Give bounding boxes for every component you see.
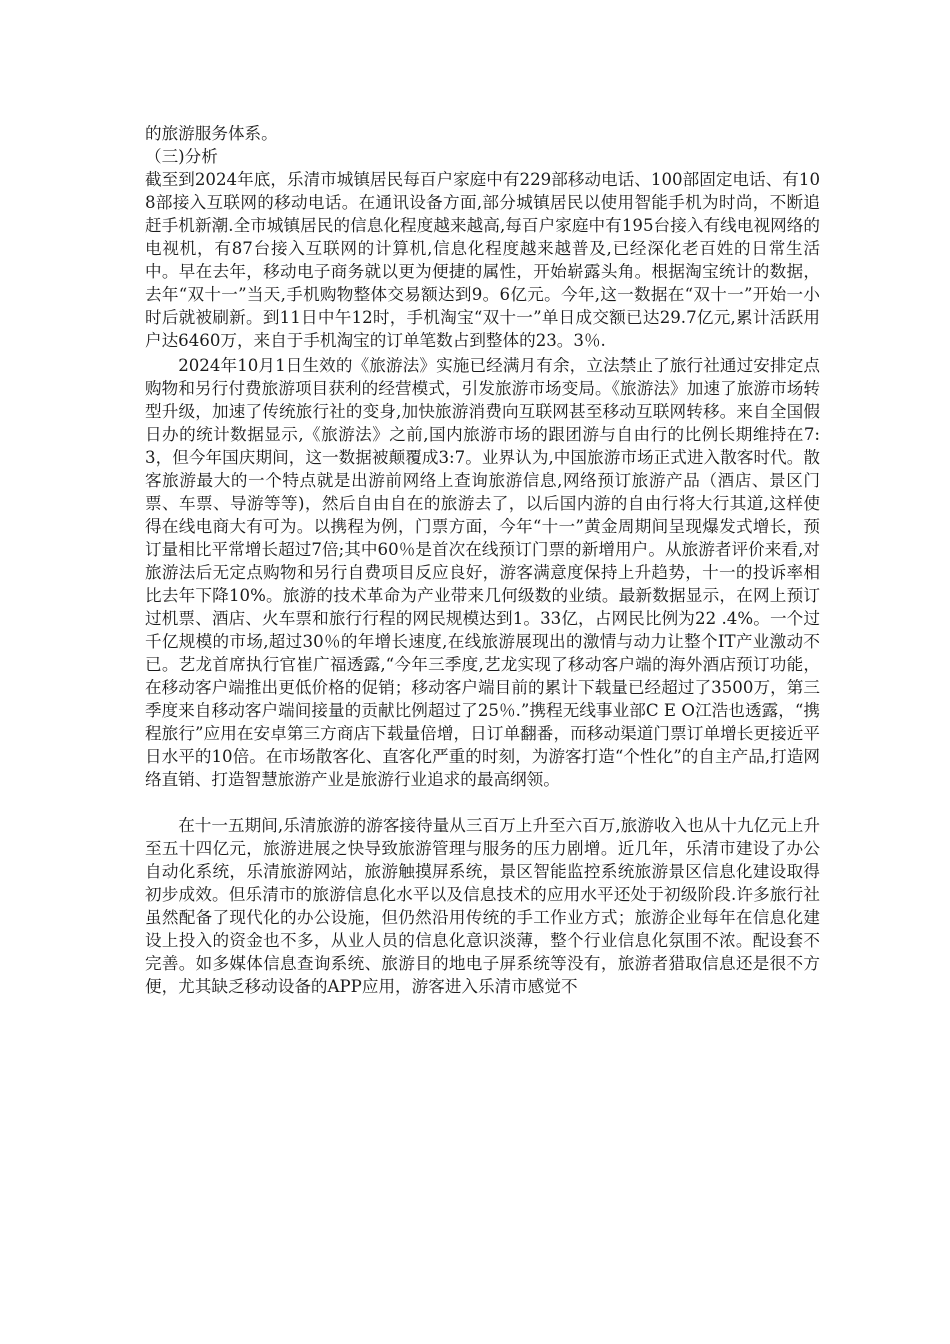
section-heading: （三)分析 [145,147,218,166]
document-page [145,122,820,998]
paragraph-tourism-law: 2024年10月1日生效的《旅游法》实施已经满月有余，立法禁止了旅行社通过安排定点购物和另行付费旅游项目获利的经营模式，引发旅游市场变局。《旅游法》加速了旅游市场转型升级，加速了传统旅行社的变身,加快旅游消费向互联网甚至移动互联网转移。来自全国假日办的统计数据显示,《旅游法》之前,国内旅游市场的跟团游与自由行的比例长期维持在7:3，但今年国庆期间，这一数据被颠覆成3:7。业界认为,中国旅游市场正式进入散客时代。散客旅游最大的一个特点就是出游前网络上查询旅游信息,网络预订旅游产品（酒店、景区门票、车票、导游等等)，然后自由自在的旅游去了，以后国内游的自由行将大行其道,这样使得在线电商大有可为。以携程为例，门票方面，今年“十一”黄金周期间呈现爆发式增长，预订量相比平常增长超过7倍;其中60％是首次在线预订门票的新增用户。从旅游者评价来看,对旅游法后无定点购物和另行自费项目反应良好，游客满意度保持上升趋势，十一的投诉率相比去年下降10%。旅游的技术革命为产业带来几何级数的业绩。最新数据显示，在网上预订过机票、酒店、火车票和旅行行程的网民规模达到1。33亿，占网民比例为22 .4%。一个过千亿规模的市场,超过30％的年增长速度,在线旅游展现出的激情与动力让整个IT产业激动不已。艺龙首席执行官崔广福透露,“今年三季度,艺龙实现了移动客户端的海外酒店预订功能，在移动客户端推出更低价格的促销；移动客户端目前的累计下载量已经超过了3500万，第三季度来自移动客户端间接量的贡献比例超过了25％.”携程无线事业部C E O江浩也透露，“携程旅行”应用在安卓第三方商店下载量倍增，日订单翻番，而移动渠道门票订单增长更接近平日水平的10倍。在市场散客化、直客化严重的时刻，为游客打造“个性化”的自主产品,打造网络直销、打造智慧旅游产业是旅游行业追求的最高纲领。 [145,356,820,789]
paragraph-yueqing-tourism: 在十一五期间,乐清旅游的游客接待量从三百万上升至六百万,旅游收入也从十九亿元上升至五十四亿元，旅游进展之快导致旅游管理与服务的压力剧增。近几年，乐清市建设了办公自动化系统，乐清旅游网站，旅游触摸屏系统，景区智能监控系统旅游景区信息化建设取得初步成效。但乐清市的旅游信息化水平以及信息技术的应用水平还处于初级阶段.许多旅行社虽然配备了现代化的办公设施，但仍然沿用传统的手工作业方式；旅游企业每年在信息化建设上投入的资金也不多，从业人员的信息化意识淡薄，整个行业信息化氛围不浓。配设套不完善。如多媒体信息查询系统、旅游目的地电子屏系统等没有，旅游者猎取信息还是很不方便，尤其缺乏移动设备的APP应用，游客进入乐清市感觉不 [145,816,820,996]
lead-fragment: 的旅游服务体系。 [145,124,278,143]
paragraph-spacer [145,791,820,814]
paragraph-mobile-usage: 截至到2024年底，乐清市城镇居民每百户家庭中有229部移动电话、100部固定电话、有108部接入互联网的移动电话。在通讯设备方面,部分城镇居民以使用智能手机为时尚，不断追赶手机新潮.全市城镇居民的信息化程度越来越高,每百户家庭中有195台接入有线电视网络的电视机，有87台接入互联网的计算机,信息化程度越来越普及,已经深化老百姓的日常生活中。早在去年，移动电子商务就以更为便捷的属性，开始崭露头角。根据淘宝统计的数据，去年“双十一”当天,手机购物整体交易额达到9。6亿元。今年,这一数据在“双十一”开始一小时后就被刷新。到11日中午12时，手机淘宝“双十一”单日成交额已达29.7亿元,累计活跃用户达6460万，来自于手机淘宝的订单笔数占到整体的23。3％. [145,170,820,350]
